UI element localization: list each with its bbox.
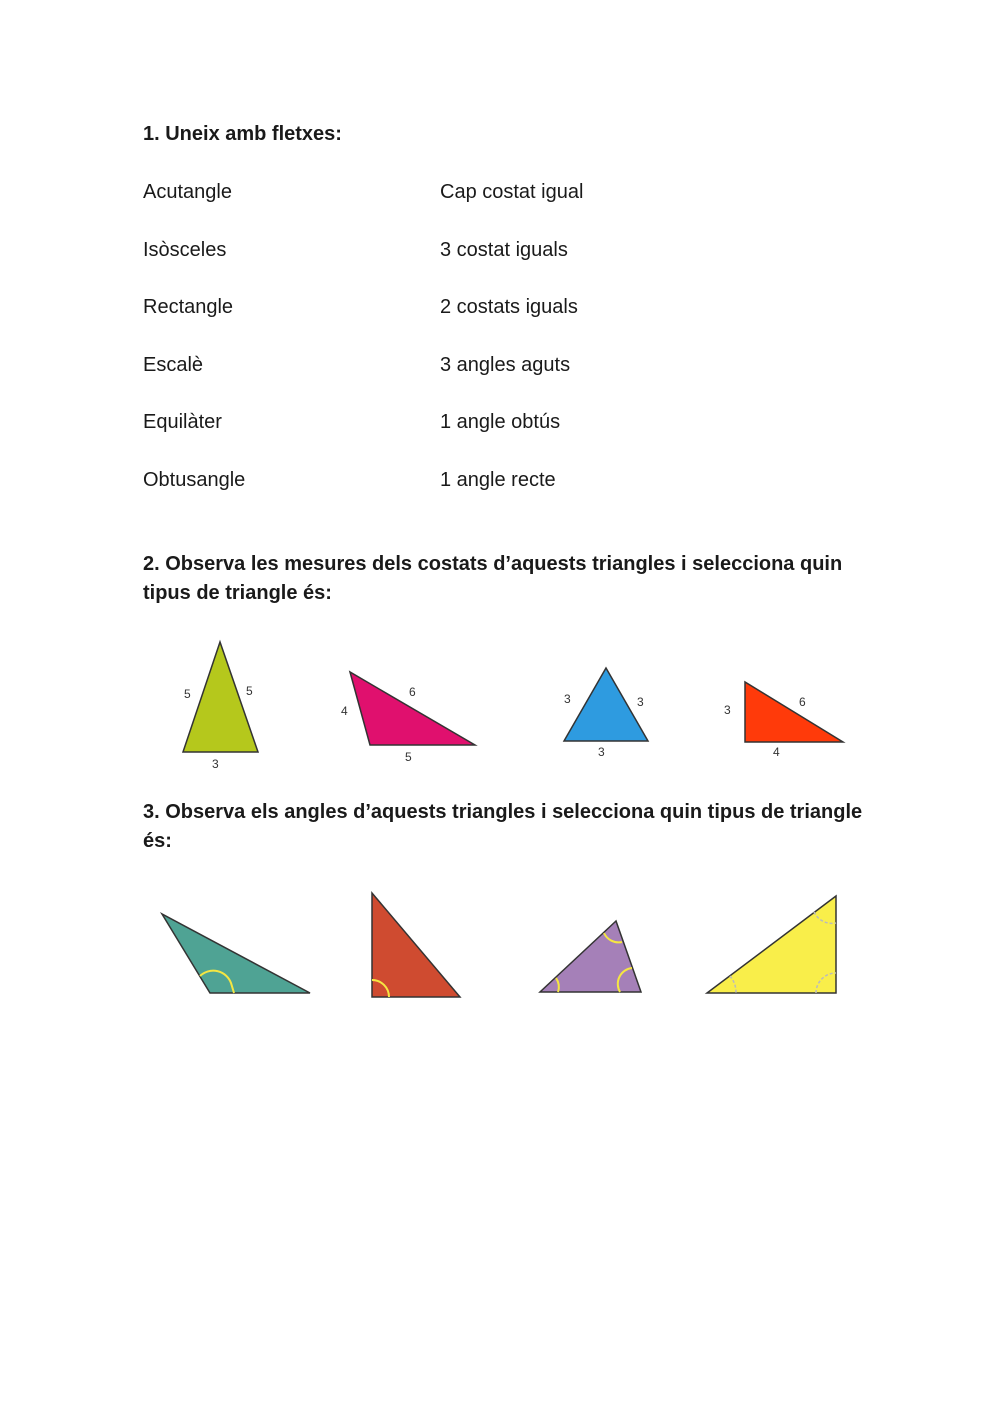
right-term-6: 1 angle recte bbox=[440, 469, 556, 491]
exercise-1-title: 1. Uneix amb fletxes: bbox=[143, 123, 342, 145]
exercise-2-title: 2. Observa les mesures dels costats d’aquests triangles i selecciona quin tipus de triangle és: bbox=[143, 553, 843, 604]
triangle-shape bbox=[372, 893, 460, 997]
triangle-shape bbox=[745, 682, 843, 742]
triangle-shape bbox=[350, 672, 475, 745]
triangle-isosceles bbox=[183, 642, 258, 771]
side-label: 4 bbox=[341, 704, 348, 718]
left-term-1: Acutangle bbox=[143, 181, 232, 203]
right-term-5: 1 angle obtús bbox=[440, 411, 561, 433]
side-label: 3 bbox=[637, 695, 644, 709]
triangle-acute bbox=[540, 921, 641, 992]
triangle-shape bbox=[564, 668, 648, 741]
side-label: 6 bbox=[409, 685, 416, 699]
side-label: 3 bbox=[724, 703, 731, 717]
side-label: 3 bbox=[212, 757, 219, 771]
right-term-3: 2 costats iguals bbox=[440, 296, 578, 318]
triangle-right-large bbox=[707, 896, 836, 993]
triangle-obtuse bbox=[162, 914, 310, 993]
left-term-3: Rectangle bbox=[143, 296, 234, 318]
side-measure-triangles-figure bbox=[145, 628, 855, 778]
right-term-2: 3 costat iguals bbox=[440, 239, 568, 261]
right-term-1: Cap costat igual bbox=[440, 181, 584, 203]
triangle-equilateral bbox=[564, 668, 648, 759]
triangle-right-scalene bbox=[724, 682, 843, 759]
angle-triangles-figure bbox=[145, 880, 855, 1010]
side-label: 5 bbox=[184, 687, 191, 701]
triangle-shape bbox=[707, 896, 836, 993]
triangle-shape bbox=[162, 914, 310, 993]
left-term-6: Obtusangle bbox=[143, 469, 246, 491]
exercise-3-title: 3. Observa els angles d’aquests triangles i selecciona quin tipus de triangle és: bbox=[143, 801, 863, 852]
side-label: 5 bbox=[246, 684, 253, 698]
side-label: 6 bbox=[799, 695, 806, 709]
left-term-2: Isòsceles bbox=[143, 239, 227, 261]
left-term-5: Equilàter bbox=[143, 411, 222, 433]
triangle-right bbox=[372, 893, 460, 997]
side-label: 3 bbox=[564, 692, 571, 706]
triangle-scalene bbox=[341, 672, 475, 764]
side-label: 5 bbox=[405, 750, 412, 764]
side-label: 3 bbox=[598, 745, 605, 759]
triangle-shape bbox=[540, 921, 641, 992]
right-term-4: 3 angles aguts bbox=[440, 354, 571, 376]
side-label: 4 bbox=[773, 745, 780, 759]
left-term-4: Escalè bbox=[143, 354, 204, 376]
